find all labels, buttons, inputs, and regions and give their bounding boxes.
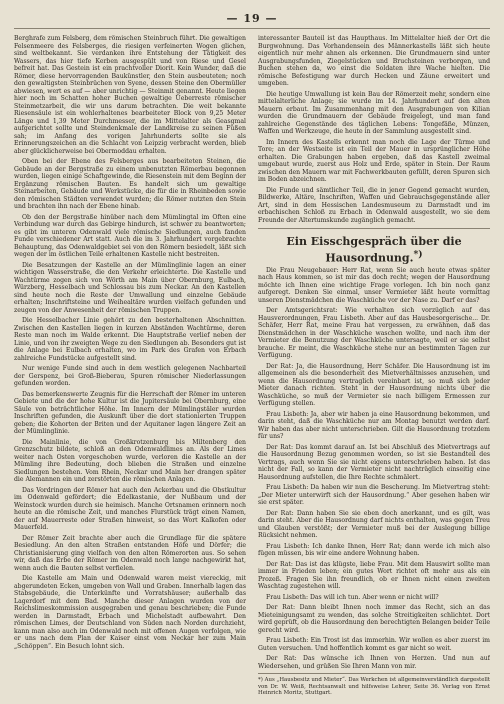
two-column-body — [14, 35, 490, 699]
footnote-marker: *) — [413, 249, 423, 260]
paragraph: Die Funde und sämtlicher Teil, die in jener Gegend gemacht wurden, Bildwerke, Altäre, Inschriften, Waffen und Gebrauchsgegenstände aller Art, sind in dem Hessischen Landesmuseum zu Darmstadt und im erbachischen Schloß zu Erbach in Odenwald ausgestellt, wo sie dem Freunde der Altertumskunde zugänglich gemacht. — [258, 186, 490, 224]
page-number: — 19 — — [226, 11, 278, 25]
paragraph: Die heutige Umwallung ist kein Bau der Römerzeit mehr, sondern eine mittelalterliche Anlage; sie wurde im 14. Jahrhundert auf den alten Mauern erbaut. Im Zusammenhang mit den Ausgrabungen von Kilian wurden die Grundmauern der Gebäude freigelegt, und man fand zahlreiche Gegenstände des täglichen Lebens: Tongefäße, Münzen, Waffen und Werkzeuge, die heute in der Sammlung ausgestellt sind. — [258, 90, 490, 135]
dialogue-paragraph: Der Rat: Dann haben Sie sie eben doch anerkannt, und es gilt, was darin steht. Aber die Hausordnung darf nichts enthalten, was gegen Treu und Glauben verstößt; der Vermieter muß bei der Auslegung billige Rücksicht nehmen. — [258, 509, 490, 540]
paragraph: Berghrafe zum Felsberg, dem römischen Steinbruch führt. Die gewaltigen Felsenmeere des Felsberges, die riesigen verfeinerten Wogen glichen, sind weltbekannt. Sie verdanken ihre Entstehung der Tätigkeit des Wassers, das hier tiefe Kerben ausgespült und von Riese und Gesel befreit hat. Das Gestein ist ein prachtvoller Diorit. Kein Wunder, daß die Römer, diese hervorragenden Baukünstler, den Stein ausbeuteten; noch den gewaltigsten Steinbrüchen von Syene, dessen Steine den Obermüller abwiesen, wert es auf — aber unrichtig — Steinmit genannt. Heute liegen hier noch im Schatten hoher Buchen gewaltige Ueberreste römischer Steinmetzarbeit, die wir uns darum betrachten. Die weit bekannte Riesensäule ist ein wohlerhaltenes bearbeiteter Block von 9,25 Meter Länge und 1,39 Meter Durchmesser, die im Mittelalter als Geasgmal aufgerichtet sollte und Steindenkmale der Landkreise zu seinen Füßen sah; im Anfang des vorigen Jahrhunderts sollte sie als Erinnerungszeichen an die Schlacht von Leipzig verbracht werden, blieb aber glücklicherweise bei Obermoddau erhalten. — [14, 35, 246, 155]
dialogue-paragraph: Frau Lisbeth: Ja, aber wir haben ja eine Hausordnung bekommen, und darin steht, daß die Waschküche nur am Montag benutzt werden darf. Wir haben das aber nicht unterschrieben. Gilt die Hausordnung trotzdem für uns? — [258, 410, 490, 441]
dialogue-paragraph: Die Frau Neugebauer: Herr Rat, wenn Sie auch heute etwas später nach Haus kommen, so ist mir das doch recht; wegen der Hausordnung möchte ich Ihnen eine wichtige Frage vorlegen. Ich bin noch ganz aufgeregt. Denken Sie einmal, unser Vermieter läßt heute vormittag unseren Dienstmädchen die Waschküche vor der Nase zu. Darf er das? — [258, 266, 490, 304]
paragraph: Die Besatzungen der Kastelle an der Mümlinglinie lagen an einer wichtigen Wasserstraße, die den Verkehr erleichterte. Die Kastelle und Wachtürme zogen sich von Wörth am Main über Obernburg, Eulbach, Würzberg, Hesselbach und Schlossau bis zum Neckar. An den Kastellen sind heute noch die Reste der Umwallung und einzelne Gebäude erhalten; Inschriftsteine und Weihealtäre wurden vielfach gefunden und zeugen von der Anwesenheit der römischen Truppen. — [14, 261, 246, 314]
dialogue-paragraph: Der Rat: Das kommt darauf an. Ist bei Abschluß des Mietvertrags auf die Hausordnung Bezug genommen worden, so ist sie Bestandteil des Vertrags, auch wenn Sie sie nicht eigens unterschrieben haben. Ist das nicht der Fall, so kann der Vermieter nicht nachträglich einseitig eine Hausordnung aufstellen, die Ihre Rechte schmälert. — [258, 443, 490, 481]
dialogue-paragraph: Der Amtsgerichtsrat: Wie verhalten sich vorzüglich auf das Hausverordnungen, Frau Lisbeth. Aber auf das Hausbesorgerische... Dr. Schäfer, Herr Rat, meine Frau hat vergessen, zu erwähnen, daß das Dienstmädchen in der Waschküche waschen wollte, und nach ihm der Vermieter die Benutzung der Waschküche untersagte, weil er sie selbst brauche. Er meint, die Waschküche stehe nur an bestimmten Tagen zur Verfügung. — [258, 307, 490, 360]
paragraph: Nur wenige Funde sind auch in dem westlich gelegenen Nachbarteil der Gerspenz, bei Groß-Bieberau, Spuren römischer Niederlassungen gefunden worden. — [14, 365, 246, 387]
paragraph: Das Vordringen der Römer hat auch den Ackerbau und die Obstkultur im Odenwald gefördert; die Edelkastanie, der Nußbaum und der Weinstock wurden durch sie heimisch. Manche Ortsnamen erinnern noch heute an die römische Zeit, und manches Flurstück trägt einen Namen, der auf Mauerreste oder Straßen hinweist, so das Wort Kalkofen oder Mauerfeld. — [14, 486, 246, 531]
dialogue-paragraph: Frau Lisbeth: Das will ich tun. Aber wenn er nicht will? — [266, 593, 439, 601]
page-header — [14, 8, 490, 29]
footnote: *) Aus „Hausbesitz und Mieter“. Das Werkchen ist allgemeinverständlich dargestellt von Dr. W. Weiß, Rechtsanwalt und hilfsweise Lehrer, Seite 36. Verlag von Ernst Heinrich Moritz, Stuttgart. — [258, 673, 490, 697]
dialogue-paragraph: Der Rat: Dann bleibt Ihnen noch immer das Recht, sich an das Mieteinigungsamt zu wenden, das solche Streitigkeiten schlichtet. Dort wird geprüft, ob die Hausordnung den berechtigten Belangen beider Teile gerecht wird. — [258, 604, 490, 634]
dialogue-paragraph: Der Rat: Das wünsche ich Ihnen von Herzen. Und nun auf Wiedersehen, und grüßen Sie Ihren Mann von mir. — [258, 655, 490, 670]
right-column — [258, 35, 490, 699]
article-title — [258, 235, 490, 265]
paragraph: Im Innern des Kastells erkennt man noch die Lage der Türme und Tore; an der Westseite ist ein Teil der Mauer in ursprünglicher Höhe erhalten. Die Grabungen haben ergeben, daß das Kastell zweimal umgebaut wurde, zuerst aus Holz und Erde, später in Stein. Der Raum zwischen den Mauern war mit Fachwerkbauten gefüllt, deren Spuren sich im Boden abzeichnen. — [258, 138, 490, 183]
paragraph: Die Kastelle am Main und Odenwald waren meist viereckig, mit abgerundeten Ecken, umgeben von Wall und Graben. Innerhalb lagen das Stabsgebäude, die Unterkünfte und Vorratshäuser; außerhalb das Lagerdorf mit dem Bad. Manche dieser Anlagen wurden von der Reichslimeskommission ausgegraben und genau beschrieben; die Funde werden in Darmstadt, Erbach und Michelstadt aufbewahrt. Den römischen Limes, der Deutschland von Süden nach Norden durchzieht, kann man also auch im Odenwald noch mit offenen Augen verfolgen, wie er uns nach dem Plan der Kaiser einst vom Neckar her zum Main „Schöppen“. Ein Besuch lohnt sich. — [14, 575, 246, 650]
paragraph: Oben bei der Ebene des Felsberges aus bearbeiteten Steinen, die Gebäude an der Bergstraße zu einem unbenutzten Römerbau begonnen wurden, liegen einige Schaftgewinde, die Riesenstein mit dem Beginn der Ergänzung römischen Bauten. Es handelt sich um gewaltige Steinarbeiten, Gebäude und Werkstücke, die für die in Rheinbeden sowie den römischen Städten verwendet wurden; die Römer nutzten den Stein und brachten ihn nach der Ebene hinab. — [14, 158, 246, 210]
paragraph: Das bemerkenswerte Zeugnis für die Herrschaft der Römer im unteren Gebiete und die der hohe Kultur ist die Jupitersäule bei Obernburg, eine Säule von beträchtlicher Höhe. Im Innern der Mümlingstäler wurden Inschriften gefunden, die Auskunft über die dort stationierten Truppen geben; die Kohorten der Briten und der Aquitaner lagen längere Zeit an der Mümlinglinie. — [14, 390, 246, 435]
section-divider — [258, 228, 490, 229]
paragraph: Ob den der Bergstraße hinüber nach dem Mümlingtal im Often eine Verbindung war durch das Gebirge hindurch, ist schwer zu beantworten; es gibt im unteren Odenwald viele römische Siedlungen, auch fanden Funde verschiedener Art statt. Auch die im 3. Jahrhundert vorgebrachte Behauptung, das Odenwaldgebiet sei von den Römern besiedelt, läßt sich wegen der im östlichen Teile erhaltenen Kastelle nicht bestreiten. — [14, 213, 246, 258]
left-column — [14, 35, 246, 699]
paragraph: interessanter Bauteil ist das Haupthaus. Im Mittelalter hieß der Ort die Burgwohnung. Das Vorhandensein des Männerkastells läßt sich heute eigentlich nur mehr ahnen als erkennen. Die Grundmauern sind unter Ausgrabungsfunden, Ziegelstücken und Bruchsteinen verborgen, und Buchen stehen da, wo einst die Soldaten ihre Wache hielten. Die römische Befestigung war durch Hecken und Zäune erweitert und umgeben. — [258, 35, 490, 87]
article-title-text: Ein Eisschgespräch über die Hausordnung. — [286, 235, 462, 265]
paragraph: Die Hesselbacher Linie gehört zu den besterhaltenen Abschnitten. Zwischen den Kastellen liegen in kurzen Abständen Wachtürme, deren Reste man noch im Walde erkennt. Die Hauptstraße verlief neben der Linie, und von ihr zweigten Wege zu den Siedlungen ab. Besonders gut ist die Anlage bei Eulbach erhalten, wo im Park des Grafen von Erbach zahlreiche Fundstücke aufgestellt sind. — [14, 317, 246, 362]
dialogue-paragraph: Frau Lisbeth: Da haben wir nun die Bescherung. Im Mietvertrag steht: „Der Mieter unterwirft sich der Hausordnung.“ Aber gesehen haben wir sie erst später. — [258, 484, 490, 507]
paragraph: Der Römer Zeit brachte aber auch die Grundlage für die spätere Besiedlung. An den alten Straßen entstanden Höfe und Dörfer; die Christianisierung ging vielfach von den alten Römerorten aus. So sehen wir, daß das Erbe der Römer im Odenwald noch lange nachgewirkt hat, wenn auch die Bauten selbst verfielen. — [14, 534, 246, 572]
dialogue-paragraph: Frau Lisbeth: Ein Trost ist das immerhin. Wir wollen es aber zuerst im Guten versuchen. Und hoffentlich kommt es gar nicht so weit. — [258, 637, 490, 652]
dialogue-paragraph: Der Rat: Das ist das klügste, liebe Frau. Mit dem Hauswirt sollte man immer in Frieden leben; ein gutes Wort richtet oft mehr aus als ein Prozeß. Fragen Sie ihn freundlich, ob er Ihnen nicht einen zweiten Waschtag zugestehen will. — [258, 560, 490, 591]
dialogue-paragraph: Frau Lisbeth: Ich danke Ihnen, Herr Rat; dann werde ich mich also fügen müssen, bis wir eine andere Wohnung haben. — [258, 542, 490, 558]
dialogue-paragraph: Der Rat: Ja, die Hausordnung, Herr Schäfer. Die Hausordnung ist im allgemeinen als die besonderheit des Mietverhältnisses anzusehen, und wenn die Hausordnung vertraglich vereinbart ist, so muß sich jeder Mieter danach richten. Steht in der Hausordnung nichts über die Waschküche, so muß der Vermieter sie nach billigem Ermessen zur Verfügung stellen. — [258, 362, 490, 408]
paragraph: Die Mainlinie, die von Großkrotzenburg bis Miltenberg den Grenzschutz bildete, schloß an den Odenwaldlimes an. Als der Limes weiter nach Osten vorgeschoben wurde, verloren die Kastelle an der Mümling ihre Bedeutung, doch blieben die Straßen und einzelne Siedlungen bestehen. Vom Rhein, Neckar und Main her drangen später die Alemannen ein und zerstörten die römischen Anlagen. — [14, 438, 246, 483]
